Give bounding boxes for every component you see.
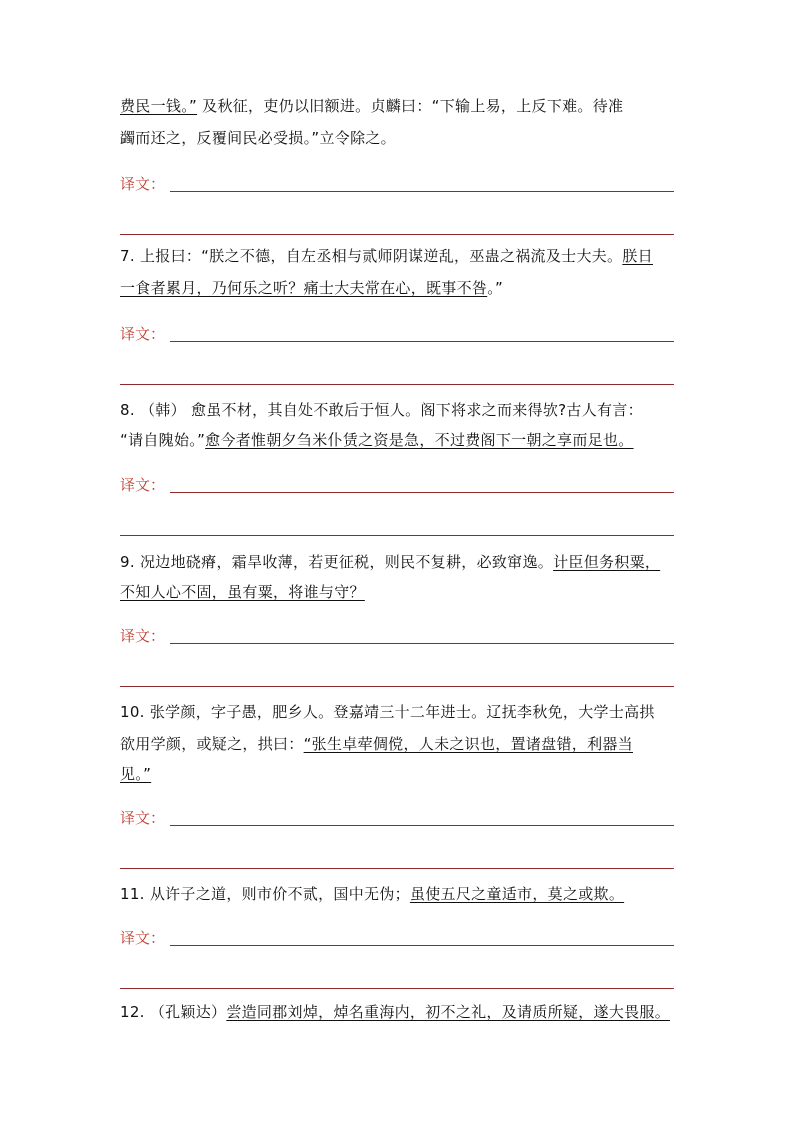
- translation-label: 译文：: [120, 325, 166, 343]
- underlined-text: 一食者累月，乃何乐之听？痛士大夫常在心，既事不咎: [120, 279, 488, 297]
- underlined-text: 费民一钱。”: [120, 97, 198, 115]
- underlined-text: 不知人心不固，虽有粟，将谁与守？: [120, 583, 365, 601]
- answer-rule: [120, 988, 674, 989]
- plain-text: 蠲而还之，反覆间民必受损。”立令除之。: [120, 129, 396, 147]
- passage-line: [120, 126, 680, 150]
- question-9-line-1: [120, 550, 680, 574]
- translation-label: 译文：: [120, 175, 166, 193]
- answer-rule: [120, 686, 674, 687]
- translation-answer-line[interactable]: [120, 806, 674, 830]
- translation-label: 译文：: [120, 627, 166, 645]
- passage-line: [120, 94, 680, 118]
- answer-rule: [170, 191, 674, 192]
- question-10-line-2: [120, 732, 680, 756]
- plain-text: 10. 张学颜，字子愚，肥乡人。登嘉靖三十二年进士。辽抚李秋免，大学士高拱: [120, 703, 655, 721]
- translation-label: 译文：: [120, 476, 166, 494]
- plain-text: 欲用学颜，或疑之，拱曰：: [120, 735, 304, 753]
- question-12-line-1: [120, 1000, 680, 1024]
- question-7-line-2: [120, 276, 680, 300]
- question-8-line-1: [120, 398, 680, 422]
- translation-answer-line[interactable]: [120, 926, 674, 950]
- plain-text: 及秋征，吏仍以旧额进。贞麟曰：“下输上易，上反下难。待准: [197, 97, 624, 115]
- translation-answer-line[interactable]: [120, 624, 674, 648]
- question-9-line-2: [120, 580, 680, 604]
- plain-text: 8. （韩） 愈虽不材，其自处不敢后于恒人。阁下将求之而来得欤?古人有言：: [120, 401, 643, 419]
- translation-answer-line[interactable]: [120, 172, 674, 196]
- underlined-text: “张生卓荦倜傥，人未之识也，置诸盘错，利器当: [303, 735, 633, 753]
- translation-label: 译文：: [120, 809, 166, 827]
- answer-rule: [170, 825, 674, 826]
- underlined-text: 朕日: [622, 247, 653, 265]
- plain-text: 11. 从许子之道，则市价不贰，国中无伪；: [120, 885, 410, 903]
- question-7-line-1: [120, 244, 680, 268]
- answer-rule: [120, 868, 674, 869]
- question-8-line-2: [120, 428, 680, 452]
- underlined-text: 尝造同郡刘焯，焯名重海内，初不之礼，及请质所疑，遂大畏服。: [226, 1003, 671, 1021]
- underlined-text: 虽使五尺之童适市，莫之或欺。: [409, 885, 625, 903]
- answer-rule: [170, 643, 674, 644]
- question-10-line-1: [120, 700, 680, 724]
- plain-text: 12. （孔颖达）: [120, 1003, 227, 1021]
- answer-rule: [170, 945, 674, 946]
- question-10-line-3: [120, 762, 680, 786]
- underlined-text: 愈今者惟朝夕刍米仆赁之资是急，不过费阁下一朝之享而足也。: [205, 431, 634, 449]
- plain-text: 。”: [487, 279, 504, 297]
- answer-rule: [120, 535, 674, 536]
- underlined-text: 计臣但务积粟，: [553, 553, 661, 571]
- answer-rule: [120, 234, 674, 235]
- question-11-line-1: [120, 882, 680, 906]
- translation-answer-line[interactable]: [120, 473, 674, 497]
- answer-rule: [120, 384, 674, 385]
- answer-rule: [170, 492, 674, 493]
- translation-label: 译文：: [120, 929, 166, 947]
- answer-rule: [170, 341, 674, 342]
- translation-answer-line[interactable]: [120, 322, 674, 346]
- plain-text: 7. 上报曰：“朕之不德，自左丞相与贰师阴谋逆乱，巫蛊之祸流及士大夫。: [120, 247, 623, 265]
- plain-text: “请自隗始。”: [120, 431, 206, 449]
- underlined-text: 见。”: [120, 765, 152, 783]
- plain-text: 9. 况边地硗瘠，霜旱收薄，若更征税，则民不复耕，必致窜逸。: [120, 553, 554, 571]
